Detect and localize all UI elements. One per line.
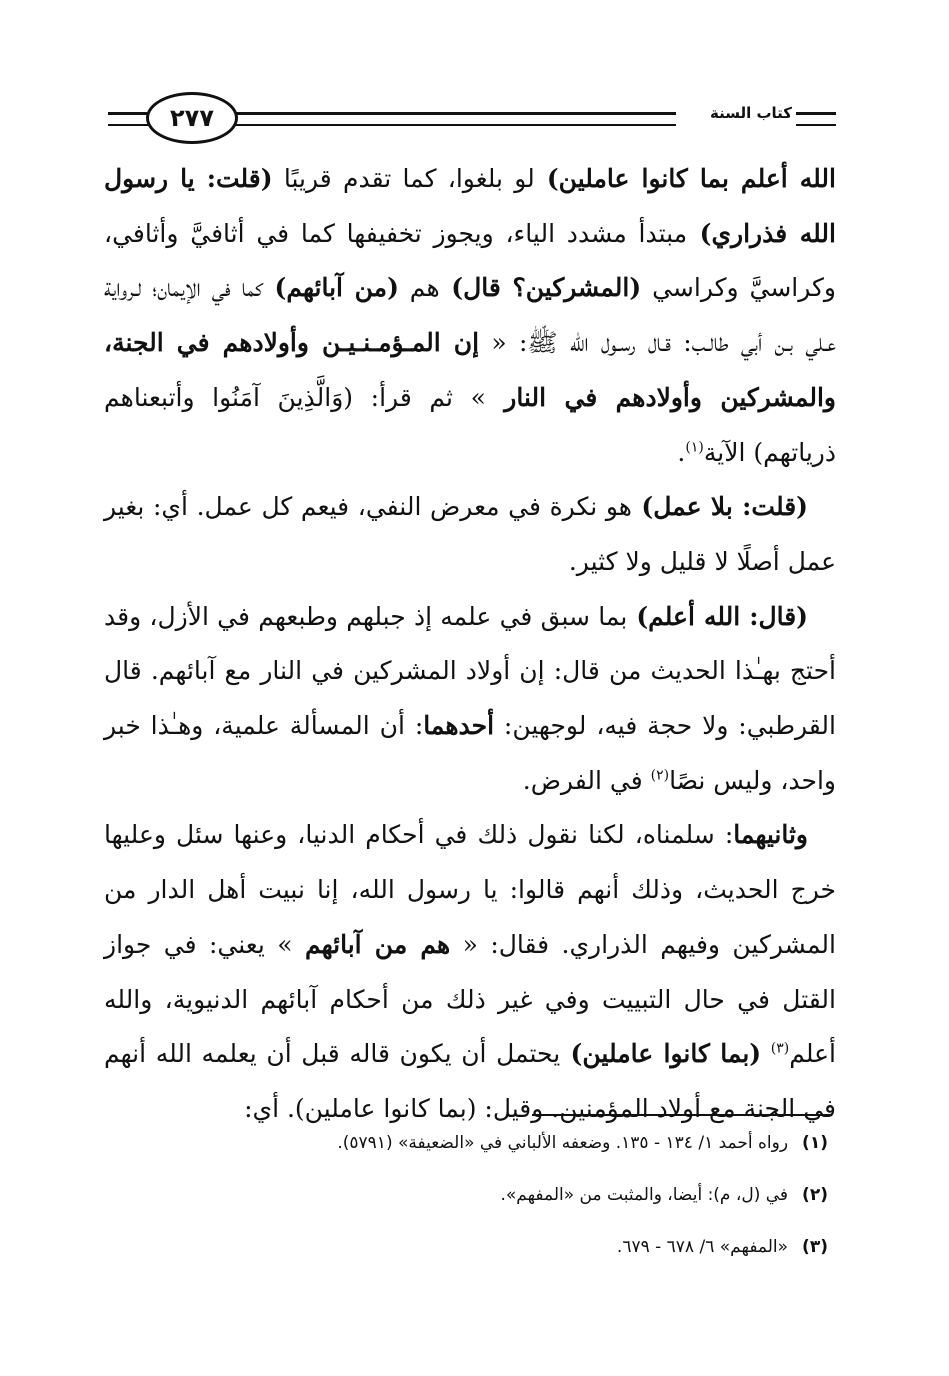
text-run: » ثم قرأ: (وَالَّذِينَ آمَنُوا وأتبعناهم ذرياتهم) الآية — [104, 382, 836, 467]
footnote — [104, 1122, 828, 1174]
footnote-ref: (١) — [685, 439, 704, 456]
footnote-text: رواه أحمد ١/ ١٣٤ - ١٣٥. وضعفه الألباني في «الضعيفة» (٥٧٩١). — [337, 1133, 789, 1153]
text-run: بما سبق في علمه إذ جبلهم وطبعهم في الأزل، وقد أحتج بهـٰذا الحديث من قال: إن أولاد المشركين في النار مع آبائهم. قال القرطبي: ولا حجة فيه، لوجهين: — [104, 601, 836, 741]
paragraph — [104, 152, 836, 480]
bold-text: وثانيهما — [733, 820, 808, 850]
page-header — [108, 84, 836, 146]
text-run: يحتمل أن يكون قاله قبل أن يعلمه الله أنهم في الجنة مع أولاد المؤمنين. وقيل: (بما كانوا عاملين). أي: — [104, 1039, 836, 1123]
bold-text: إن المـؤمـنـيـن وأولادهم في الجنة، والمشركين وأولادهم في النار — [104, 328, 836, 412]
paragraph — [104, 808, 836, 1136]
paragraph — [104, 480, 836, 589]
footnote-number: (٣) — [802, 1237, 828, 1257]
footnote-ref: (٢) — [650, 767, 670, 784]
footnote-separator — [532, 1114, 832, 1116]
footnotes — [104, 1122, 828, 1278]
bold-text: (قلت: بلا عمل) — [631, 492, 809, 522]
footnote-number: (٢) — [802, 1185, 828, 1205]
paragraph — [104, 590, 836, 809]
text-run: : سلمناه، لكنا نقول ذلك في أحكام الدنيا، وعنها سئل وعليها خرج الحديث، وذلك أنهم قالوا: يا رسول الله، إنا نبيت أهل الدار من المشركين وفيهم الذراري. فقال: « — [104, 820, 836, 959]
bold-text: (المشركين؟ قال) — [439, 273, 642, 303]
running-title: كتاب السنة — [709, 104, 792, 122]
bold-text: (قلت: يا رسول الله فذراري) — [104, 164, 836, 248]
text-run: كما في الإيمان؛ لـرواية عـلي بـن أبي طالـب: قـال رسـول الله ﷺ: « — [104, 273, 836, 358]
bold-text: (من آبائهم) — [262, 273, 399, 303]
bold-text: (قال: الله أعلم) — [627, 601, 808, 631]
bold-text: الله أعلم بما كانوا عاملين) — [534, 164, 836, 193]
text-run: : أن المسألة علمية، وهـٰذا خبر واحد، وليس نصًا — [104, 711, 836, 795]
footnote — [104, 1226, 828, 1278]
header-rule — [796, 112, 836, 126]
text-run: » يعني: في جواز القتل في حال التبييت وفي غير ذلك من أحكام آبائهم الدنيوية، والله أعلم — [104, 929, 836, 1069]
text-run: في الفرض. — [522, 765, 651, 795]
footnote-text: في (ل، م): أيضا، والمثبت من «المفهم». — [500, 1185, 789, 1205]
text-run: . — [677, 437, 686, 467]
footnote — [104, 1174, 828, 1226]
main-text — [104, 152, 836, 1137]
text-run: هو نكرة في معرض النفي، فيعم كل عمل. أي: بغير عمل أصلًا لا قليل ولا كثير. — [104, 492, 836, 576]
text-run: مبتدأ مشدد الياء، ويجوز تخفيفها كما في أثافيَّ وأثافي، وكراسيَّ وكراسي — [104, 218, 836, 303]
footnote-number: (١) — [802, 1133, 828, 1153]
footnote-text: «المفهم» ٦/ ٦٧٨ - ٦٧٩. — [616, 1237, 789, 1257]
bold-text: هم من آبائهم — [304, 929, 451, 959]
page-number: ٢٧٧ — [146, 92, 238, 144]
text-run: لو بلغوا، كما تقدم قريبًا — [272, 164, 535, 193]
text-run — [761, 1039, 771, 1068]
header-rule — [232, 112, 676, 126]
footnote-ref: (٣) — [770, 1040, 790, 1057]
bold-text: أحدهما — [423, 711, 495, 741]
text-run: هم — [398, 273, 440, 303]
bold-text: (بما كانوا عاملين) — [560, 1039, 762, 1069]
